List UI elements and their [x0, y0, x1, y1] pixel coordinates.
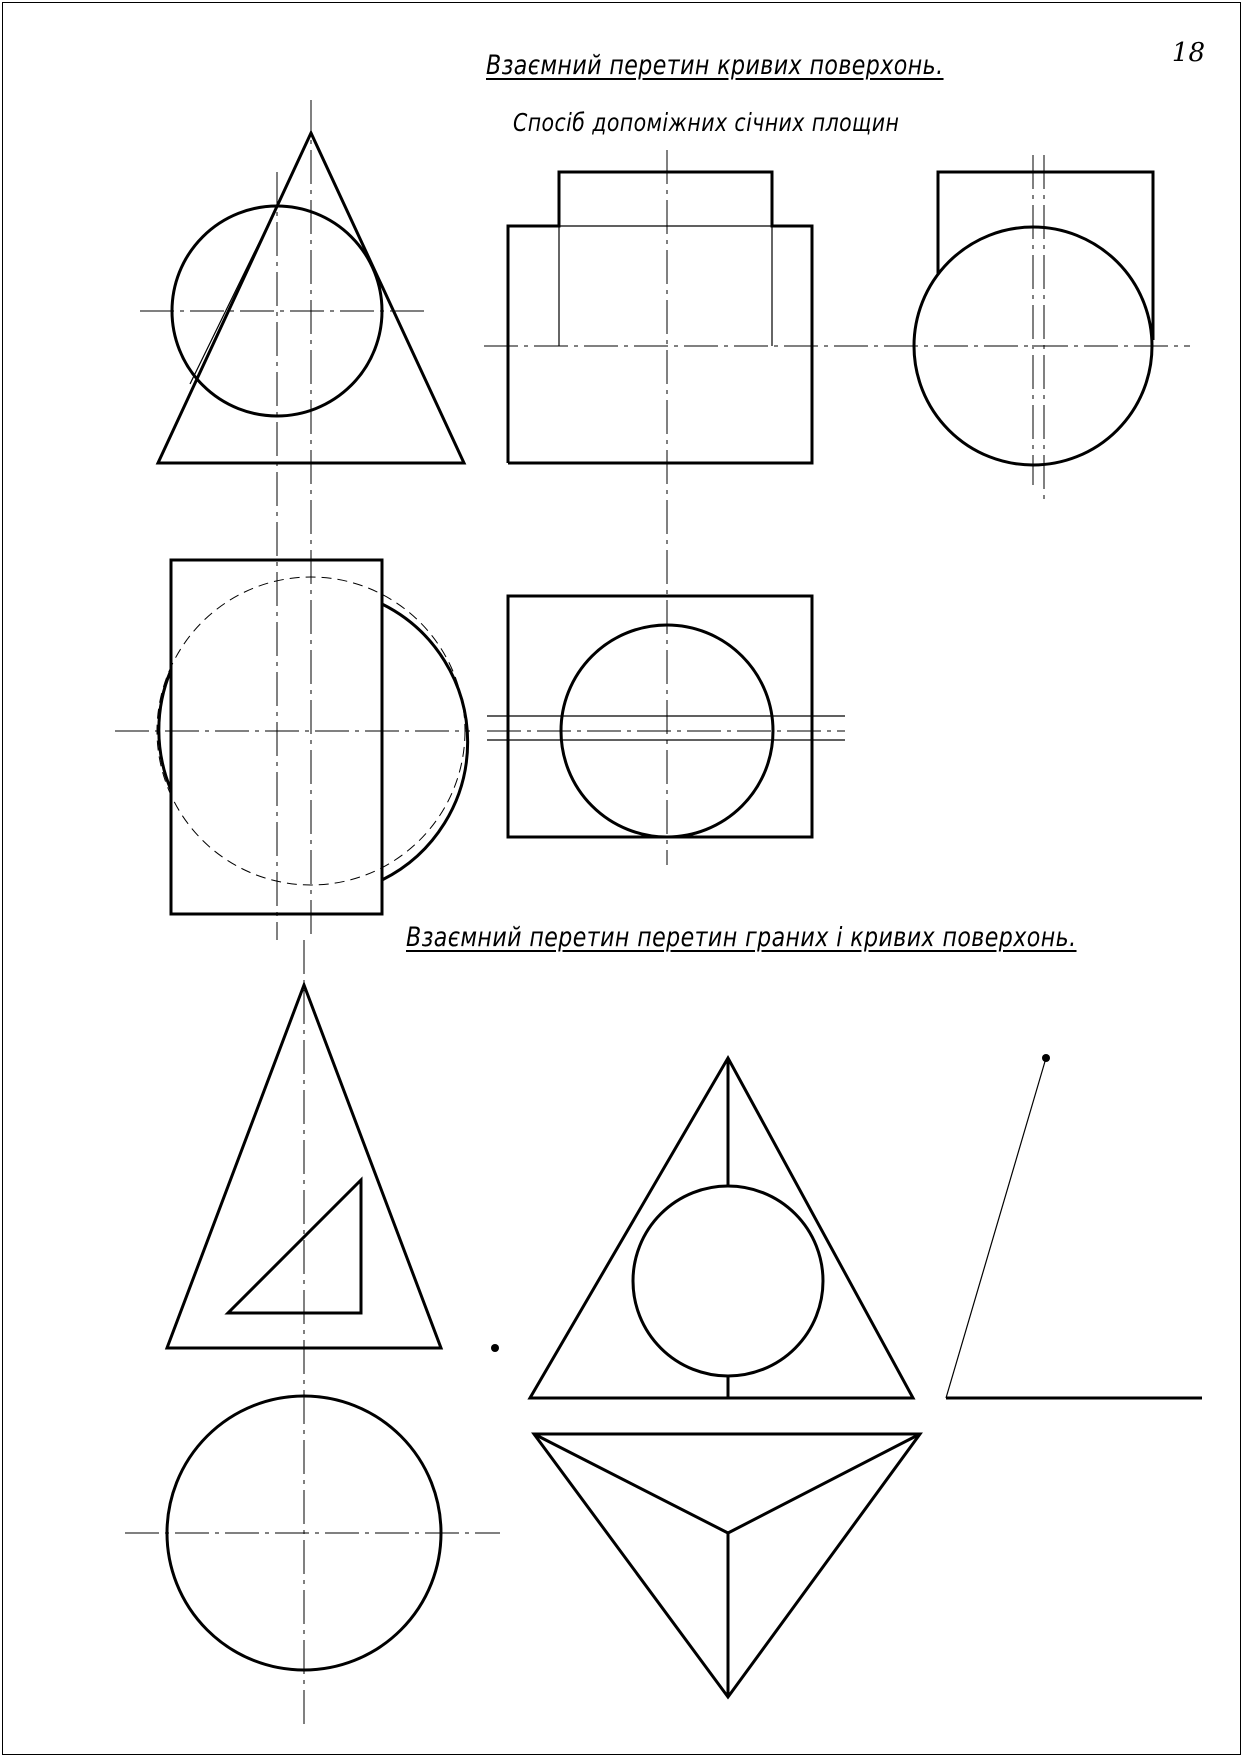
cylinders-top-view: [487, 596, 845, 837]
cone-base-arc-left: [159, 670, 171, 790]
pyramid-hole-front-view: [167, 940, 441, 1730]
pyramid-cylinder-top-view: [534, 1434, 920, 1697]
cone-base-arc-right: [382, 604, 468, 880]
cone-sphere-front-view: [140, 100, 464, 940]
intersection-curve-line: [190, 206, 277, 384]
cylinders-side-view: [914, 155, 1153, 500]
cone-sphere-top-view: [115, 560, 470, 914]
pyramid-triangle: [530, 1058, 913, 1398]
plan-edge-right: [728, 1434, 920, 1533]
triangular-hole: [228, 1180, 361, 1313]
front-view-outline: [508, 172, 812, 463]
pyramid-hole-top-view: [125, 1396, 500, 1670]
pyramid-cylinder-front-view: [530, 1058, 913, 1398]
construction-point-top: [1042, 1054, 1050, 1062]
construction-slant-line: [946, 1058, 1046, 1398]
section-title-faceted-and-curved: Взаємний перетин перетин граних і кривих поверхонь.: [406, 922, 1077, 953]
side-view-top-outline: [938, 172, 1153, 340]
profile-construction: [491, 1054, 1202, 1398]
section-title-curved-surfaces: Взаємний перетин кривих поверхонь.: [486, 50, 944, 81]
construction-point-left: [491, 1344, 499, 1352]
method-subtitle: Спосіб допоміжних січних площин: [513, 108, 900, 137]
cylinders-front-view: [484, 150, 1190, 865]
page-number: 18: [1171, 38, 1205, 68]
cylinder-hole-circle: [633, 1186, 823, 1376]
plan-edge-left: [534, 1434, 728, 1533]
